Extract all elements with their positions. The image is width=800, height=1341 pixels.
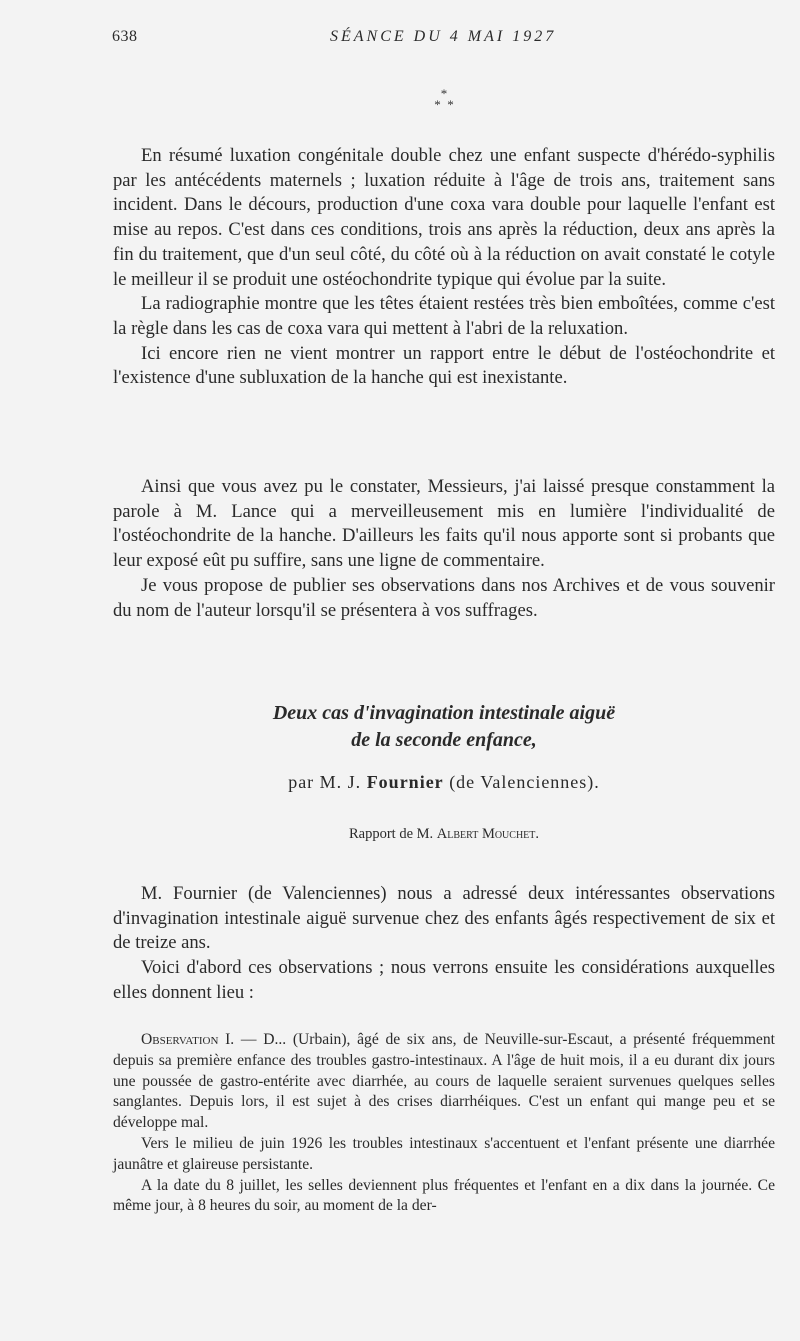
conclusion-section: [113, 475, 775, 623]
paragraph: Je vous propose de publier ses observations dans nos Archives et de vous souvenir du nom de l'auteur lorsqu'il se présentera à vos suffrages.: [113, 574, 775, 621]
paragraph: Ici encore rien ne vient montrer un rapport entre le début de l'ostéochondrite et l'existence d'une subluxation de la hanche qui est inexistante.: [113, 342, 775, 389]
observation-label: Observation I.: [141, 1031, 235, 1048]
observation-block: [113, 1030, 775, 1217]
running-head-title: SÉANCE DU 4 MAI 1927: [330, 28, 557, 45]
summary-section: [113, 144, 775, 391]
byline-author: Fournier: [366, 772, 444, 792]
article-intro: [113, 882, 775, 1006]
report-author: Albert Mouchet.: [436, 826, 540, 842]
report-line: [113, 826, 775, 843]
observation-paragraph: Vers le milieu de juin 1926 les troubles intestinaux s'accentuent et l'enfant présente une diarrhée jaunâtre et glaireuse persistante.: [113, 1134, 775, 1173]
paragraph: M. Fournier (de Valenciennes) nous a adressé deux intéressantes observations d'invagination intestinale aiguë survenue chez des enfants âgés respectivement de six et de treize ans.: [113, 883, 775, 954]
article-title-line: Deux cas d'invagination intestinale aiguë: [272, 702, 616, 724]
paragraph: En résumé luxation congénitale double chez une enfant suspecte d'hérédo-syphilis par les antécédents maternels ; luxation réduite à l'âge de trois ans, traitement sans incident. Dans le décours, production d'une coxa vara double pour laquelle l'enfant est mise au repos. C'est dans ces conditions, trois ans après la réduction, deux ans après la fin du traitement, que d'un seul côté, du côté où à la réduction on avait constaté le cotyle le meilleur il se produit une ostéochondrite typique qui évolue par la suite.: [113, 145, 775, 290]
byline-prefix: par M. J.: [288, 772, 362, 792]
paragraph: Ainsi que vous avez pu le constater, Messieurs, j'ai laissé presque constamment la parole à M. Lance qui a merveilleusement mis en lumière l'individualité de l'ostéochondrite de la hanche. D'ailleurs les faits qu'il nous apporte sont si probants que leur exposé eût pu suffire, sans une ligne de commentaire.: [113, 476, 775, 572]
page-number: 638: [112, 28, 138, 45]
article-title-line: de la seconde enfance,: [351, 729, 537, 751]
asterism: * * *: [434, 86, 454, 112]
observation-text: — D... (Urbain), âgé de six ans, de Neuville-sur-Escaut, a présenté fréquemment depuis sa première enfance des troubles gastro-intestinaux. A l'âge de huit mois, il a eu durant dix jours une poussée de gastro-entérite avec diarrhée, au cours de laquelle seraient survenues quelques selles sanglantes. Depuis lors, il est sujet à des crises diarrhéiques. C'est un enfant qui mange peu et se développe mal.: [113, 1031, 775, 1132]
article-title: [113, 700, 775, 754]
byline-affiliation: (de Valenciennes).: [449, 772, 600, 792]
byline: [113, 772, 775, 793]
observation-paragraph: A la date du 8 juillet, les selles deviennent plus fréquentes et l'enfant en a dix dans la journée. Ce même jour, à 8 heures du soir, au moment de la der-: [113, 1176, 775, 1215]
report-prefix: Rapport de M.: [348, 826, 434, 842]
running-head: [112, 28, 772, 52]
paragraph: La radiographie montre que les têtes étaient restées très bien emboîtées, comme c'est la règle dans les cas de coxa vara qui mettent à l'abri de la reluxation.: [113, 293, 775, 339]
observation-paragraph: [113, 1030, 775, 1134]
paragraph: Voici d'abord ces observations ; nous verrons ensuite les considérations auxquelles elles donnent lieu :: [113, 957, 775, 1003]
